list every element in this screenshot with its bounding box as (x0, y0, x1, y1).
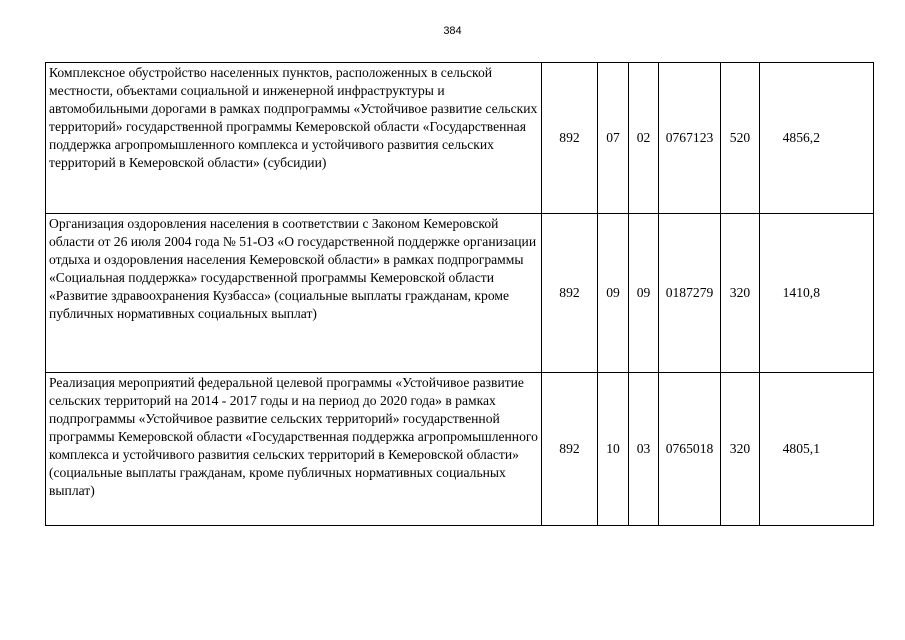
row-expense-type-code: 520 (721, 63, 760, 214)
row-amount: 4856,2 (760, 63, 874, 214)
row-expense-type-code: 320 (721, 373, 760, 526)
row-ved-code: 892 (542, 63, 598, 214)
row-subsection-code: 02 (629, 63, 659, 214)
row-description: Комплексное обустройство населенных пунктов, расположенных в сельской местности, объектами социальной и инженерной инфраструктуры и автомобильными дорогами в рамках подпрограммы «Устойчивое развитие сельских территорий» государственной программы Кемеровской области «Государственная поддержка агропромышленного комплекса и устойчивого развития сельских территорий в Кемеровской области» (субсидии) (46, 63, 542, 214)
page-number: 384 (443, 25, 462, 37)
table-row (46, 373, 874, 526)
row-amount: 1410,8 (760, 214, 874, 373)
budget-table (45, 62, 874, 526)
row-ved-code: 892 (542, 214, 598, 373)
row-amount: 4805,1 (760, 373, 874, 526)
row-description: Реализация мероприятий федеральной целевой программы «Устойчивое развитие сельских территорий на 2014 - 2017 годы и на период до 2020 года» в рамках подпрограммы «Устойчивое развитие сельских территорий» государственной программы Кемеровской области «Государственная поддержка агропромышленного комплекса и устойчивого развития сельских территорий в Кемеровской области» (социальные выплаты гражданам, кроме публичных нормативных социальных выплат) (46, 373, 542, 526)
row-section-code: 10 (598, 373, 629, 526)
row-target-article-code: 0187279 (659, 214, 721, 373)
row-target-article-code: 0767123 (659, 63, 721, 214)
table-row (46, 214, 874, 373)
row-ved-code: 892 (542, 373, 598, 526)
table-row (46, 63, 874, 214)
row-subsection-code: 09 (629, 214, 659, 373)
row-target-article-code: 0765018 (659, 373, 721, 526)
row-section-code: 09 (598, 214, 629, 373)
row-section-code: 07 (598, 63, 629, 214)
row-expense-type-code: 320 (721, 214, 760, 373)
row-subsection-code: 03 (629, 373, 659, 526)
row-description: Организация оздоровления населения в соответствии с Законом Кемеровской области от 26 июля 2004 года № 51-ОЗ «О государственной поддержке организации отдыха и оздоровления населения Кемеровской области» в рамках подпрограммы «Социальная поддержка» государственной программы Кемеровской области «Развитие здравоохранения Кузбасса» (социальные выплаты гражданам, кроме публичных нормативных социальных выплат) (46, 214, 542, 373)
